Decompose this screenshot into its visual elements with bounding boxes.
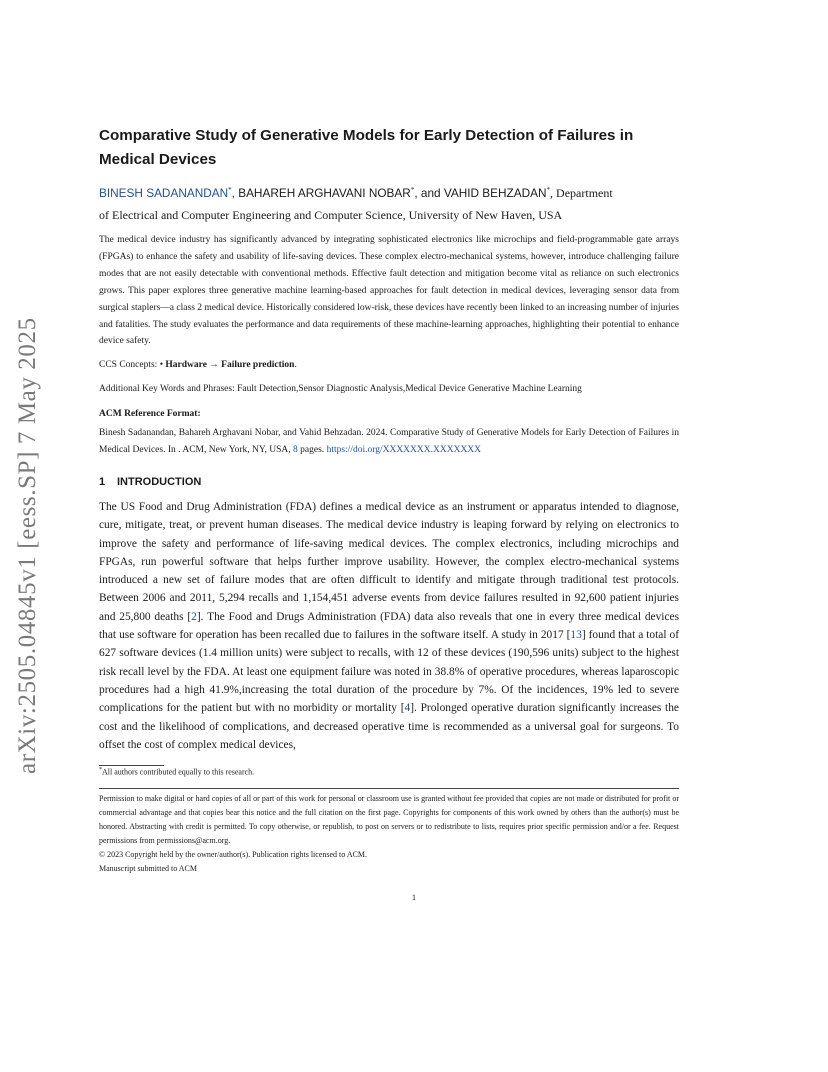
footnote: [99, 767, 679, 777]
reference-format: [99, 425, 679, 459]
permission-notice: Permission to make digital or hard copies of all or part of this work for personal or classroom use is granted without fee provided that copies are not made or distributed for profit or commercial advantage and that copies bear this notice and the full citation on the first page. Copyrights for components of this work owned by others than the author(s) must be honored. Abstracting with credit is permitted. To copy otherwise, or republish, to post on servers or to redistribute to lists, requires prior specific permission and/or a fee. Request permissions from permissions@acm.org.: [99, 794, 679, 845]
author-names: , BAHAREH ARGHAVANI NOBAR: [231, 186, 411, 200]
reference-heading: ACM Reference Format:: [99, 409, 201, 419]
abstract: The medical device industry has significantly advanced by integrating sophisticated electronics like microchips and field-programmable gate arrays (FPGAs) to enhance the safety and usability of life-saving devices. These complex electro-mechanical systems, however, introduce challenging failure modes that are not easily detectable with conventional methods. Effective fault detection and mitigation become vital as reliance on such electronics grows. This paper explores three generative machine learning-based approaches for fault detection in medical devices, leveraging sensor data from surgical staplers—a class 2 medical device. Historically considered low-risk, these devices have recently been linked to an increasing number of injuries and fatalities. The study evaluates the performance and data requirements of these machine-learning approaches, highlighting their potential to enhance device safety.: [99, 235, 679, 347]
author-mark: *: [546, 186, 551, 194]
introduction-paragraph: [99, 498, 679, 754]
ccs-concepts: [99, 360, 679, 370]
intro-text: The US Food and Drug Administration (FDA) defines a medical device as an instrument or apparatus intended to diagnose, cure, mitigate, treat, or prevent human diseases. The medical device industry is leaping forward by relying on electronics to improve the safety and performance of life-saving medical devices. The complex electronics, including microchips and FPGAs, run powerful software that helps further improve usability. However, the complex electro-mechanical systems introduced a new set of failure modes that are often difficult to identify and mitigate through traditional test protocols. Between 2006 and 2011, 5,294 recalls and 1,154,451 adverse events from device failures resulted in 92,600 patient injuries and 25,800 deaths [: [99, 501, 679, 623]
footnote-rule: [99, 765, 164, 766]
affiliation: , Department: [550, 186, 613, 200]
author-mark: *: [410, 186, 415, 194]
manuscript-line: Manuscript submitted to ACM: [99, 864, 197, 873]
section-title: INTRODUCTION: [117, 476, 202, 488]
page-number: 1: [411, 892, 417, 902]
author-mark: *: [228, 186, 232, 194]
keywords: Additional Key Words and Phrases: Fault Detection,Sensor Diagnostic Analysis,Medical Device Generative Machine Learning: [99, 384, 582, 394]
copyright-block: [99, 848, 679, 876]
ccs-suffix: .: [294, 360, 297, 370]
doi-link[interactable]: https://doi.org/XXXXXXX.XXXXXXX: [326, 445, 482, 455]
pages-link[interactable]: 8: [293, 445, 298, 455]
intro-text: ] found that a total of 627 software devices (1.4 million units) were subject to recalls, with 12 of these devices (190,596 units) subject to the highest risk recall level by the FDA. At least one equipment failure was noted in 38.8% of operative procedures, whereas laparoscopic procedures had a high 41.9%,increasing the total duration of the procedure by 7%. Of the incidences, 19% led to severe complications for the patient but with no morbidity or mortality [: [99, 629, 679, 715]
citation-link[interactable]: 13: [570, 629, 582, 642]
author-block: [99, 180, 679, 226]
citation-link[interactable]: 4: [404, 702, 411, 715]
section-number: 1: [99, 476, 106, 488]
author-names: , and VAHID BEHZADAN: [414, 186, 547, 200]
copyright-line: © 2023 Copyright held by the owner/author(s). Publication rights licensed to ACM.: [99, 850, 368, 859]
pages-word: pages.: [297, 445, 327, 455]
footnote-mark: *: [99, 767, 102, 773]
footnote-text: All authors contributed equally to this research.: [102, 767, 255, 777]
ccs-prefix: CCS Concepts: •: [99, 360, 166, 370]
author-link[interactable]: BINESH SADANANDAN: [99, 186, 229, 200]
paper-title: Comparative Study of Generative Models for Early Detection of Failures in Medical Devices: [99, 127, 634, 168]
ccs-concept: Hardware → Failure prediction: [165, 360, 295, 370]
section-heading: [99, 476, 679, 488]
citation-link[interactable]: 2: [191, 610, 197, 623]
affiliation: of Electrical and Computer Engineering and Computer Science, University of New Haven, USA: [99, 207, 563, 222]
intro-text: ]. Prolonged operative duration significantly increases the cost and the likelihood of complications, and decreased operative time is recommended as a universal goal for surgeons. To offset the cost of complex medical devices,: [99, 702, 679, 751]
intro-text: ]. The Food and Drugs Administration (FDA) data also reveals that one in every three medical devices that use software for operation has been recalled due to failures in the software itself. A study in 2017 [: [99, 610, 679, 642]
arxiv-identifier: arXiv:2505.04845v1 [eess.SP] 7 May 2025: [14, 317, 41, 774]
permission-rule: [99, 788, 679, 789]
reference-text: Binesh Sadanandan, Bahareh Arghavani Nobar, and Vahid Behzadan. 2024. Comparative Study of Generative Models for Early Detection of Failures in Medical Devices. In . ACM, New York, NY, USA,: [99, 428, 679, 455]
